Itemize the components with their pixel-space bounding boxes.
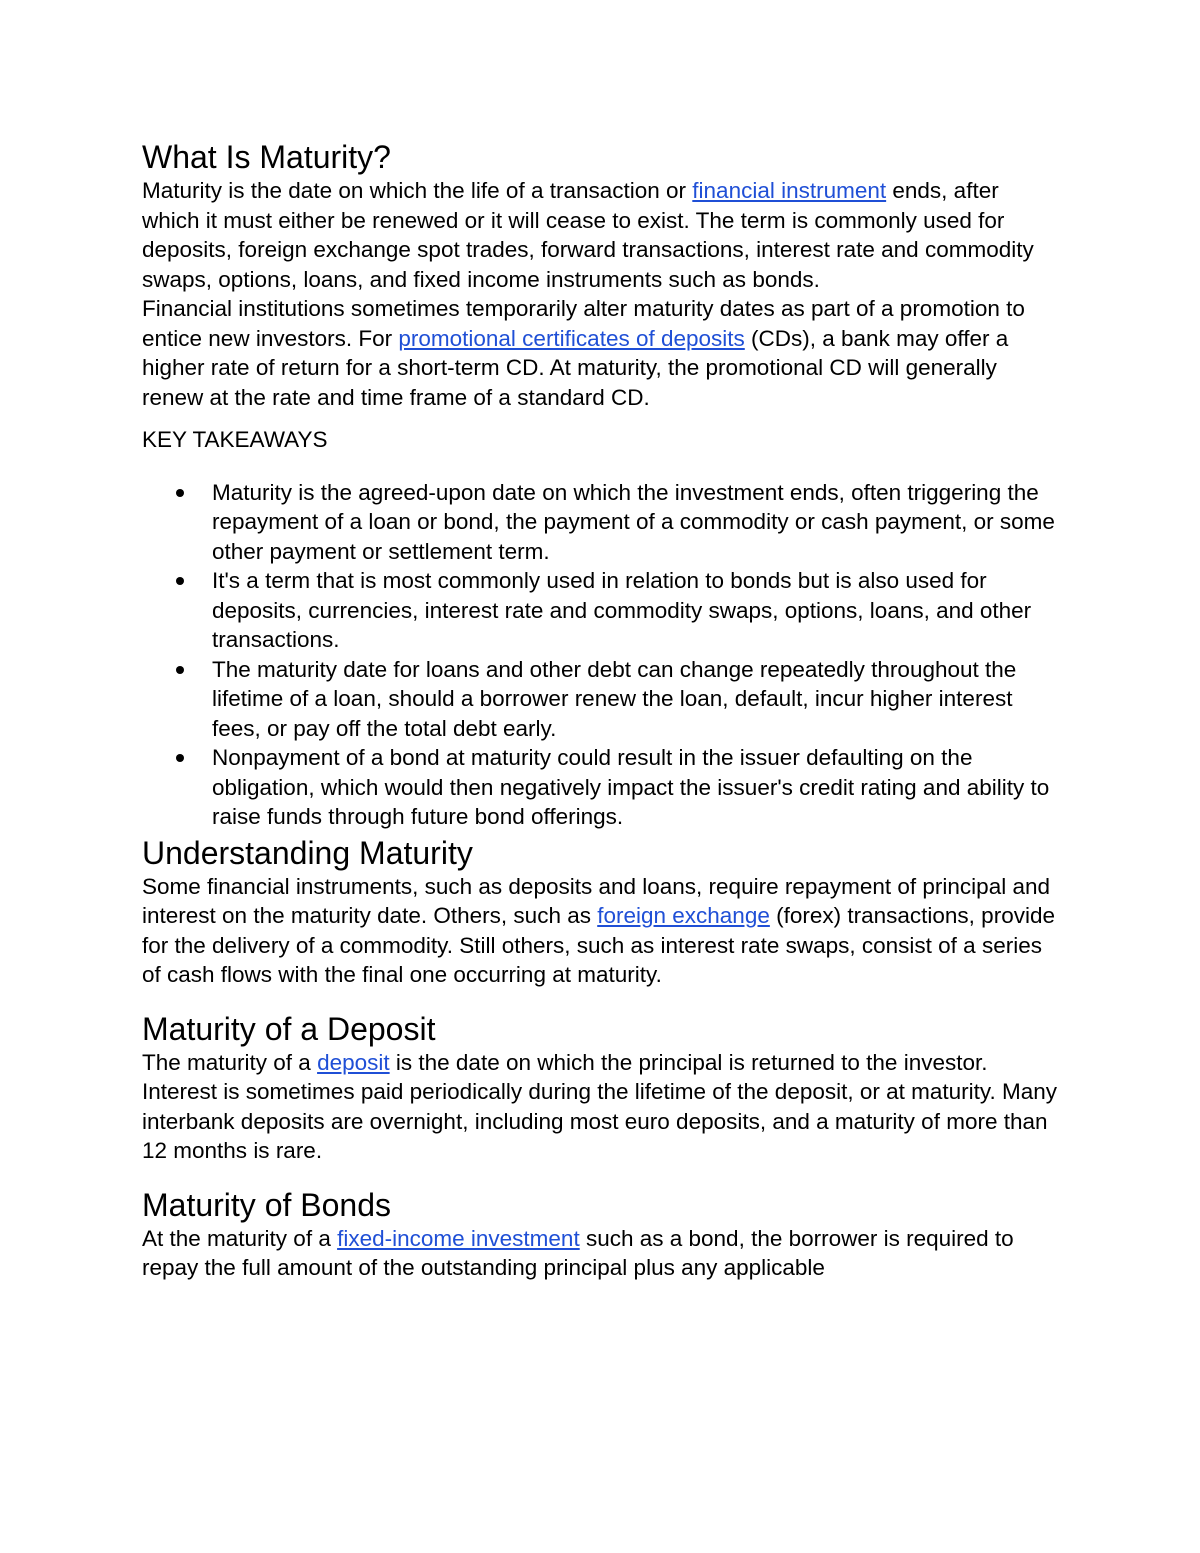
- heading-understanding-maturity: Understanding Maturity: [142, 834, 473, 871]
- paragraph-understanding: [142, 872, 1062, 990]
- heading-what-is-maturity: What Is Maturity?: [142, 139, 391, 175]
- bullet-icon: [176, 577, 184, 585]
- bullet-icon: [176, 754, 184, 762]
- text-run: (CDs), a bank may offer a higher rate of return for a short-term CD. At maturity, the promotional CD will generally renew at the rate and time frame of a standard CD.: [142, 325, 1009, 410]
- list-item-text: Maturity is the agreed-upon date on which the investment ends, often triggering the repayment of a loan or bond, the payment of a commodity or cash payment, or some other payment or settlement term.: [212, 479, 1055, 564]
- document-page: [142, 138, 1062, 1283]
- text-run: (forex) transactions, provide for the delivery of a commodity. Still others, such as interest rate swaps, consist of a series of cash flows with the final one occurring at maturity.: [142, 903, 1055, 987]
- list-item: [142, 655, 1062, 744]
- paragraph-promotions: [142, 294, 1062, 412]
- heading-maturity-of-bonds: Maturity of Bonds: [142, 1186, 391, 1223]
- bullet-icon: [176, 666, 184, 674]
- link-deposit[interactable]: deposit: [317, 1049, 390, 1075]
- text-run: ends, after which it must either be renewed or it will cease to exist. The term is commonly used for deposits, foreign exchange spot trades, forward transactions, interest rate and commodity swaps, options, loans, and fixed income instruments such as bonds.: [142, 178, 1034, 292]
- text-run: The maturity of a: [142, 1049, 318, 1075]
- list-item-text: The maturity date for loans and other debt can change repeatedly throughout the lifetime of a loan, should a borrower renew the loan, default, incur higher interest fees, or pay off the total debt early.: [212, 656, 1017, 741]
- link-foreign-exchange[interactable]: foreign exchange: [597, 903, 770, 928]
- bullet-icon: [176, 489, 184, 497]
- key-takeaways-heading: KEY TAKEAWAYS: [142, 427, 328, 452]
- text-run: Maturity is the date on which the life of a transaction or: [142, 178, 693, 203]
- list-item-text: It's a term that is most commonly used in relation to bonds but is also used for deposits, currencies, interest rate and commodity swaps, options, loans, and other transactions.: [212, 568, 1032, 652]
- heading-maturity-of-deposit: Maturity of a Deposit: [142, 1010, 436, 1047]
- link-financial-instrument[interactable]: financial instrument: [692, 178, 887, 203]
- list-item: [142, 478, 1062, 567]
- key-takeaways-list: [142, 478, 1062, 832]
- link-promotional-cds[interactable]: promotional certificates of deposits: [398, 325, 745, 351]
- paragraph-bonds: [142, 1224, 1062, 1283]
- paragraph-definition: [142, 176, 1062, 294]
- text-run: such as a bond, the borrower is required to repay the full amount of the outstanding principal plus any applicable: [142, 1225, 1014, 1280]
- text-run: is the date on which the principal is returned to the investor. Interest is sometimes paid periodically during the lifetime of the deposit, or at maturity. Many interbank deposits are overnight, including most euro deposits, and a maturity of more than 12 months is rare.: [142, 1049, 1057, 1163]
- text-run: Some financial instruments, such as deposits and loans, require repayment of principal and interest on the maturity date. Others, such as: [142, 873, 1050, 928]
- text-run: At the maturity of a: [142, 1225, 338, 1251]
- paragraph-deposit: [142, 1048, 1062, 1166]
- link-fixed-income-investment[interactable]: fixed-income investment: [337, 1225, 580, 1251]
- list-item: [142, 743, 1062, 832]
- list-item-text: Nonpayment of a bond at maturity could result in the issuer defaulting on the obligation, which would then negatively impact the issuer's credit rating and ability to raise funds through future bond offerings.: [212, 745, 1050, 829]
- list-item: [142, 566, 1062, 655]
- text-run: Financial institutions sometimes temporarily alter maturity dates as part of a promotion to entice new investors. For: [142, 296, 1025, 351]
